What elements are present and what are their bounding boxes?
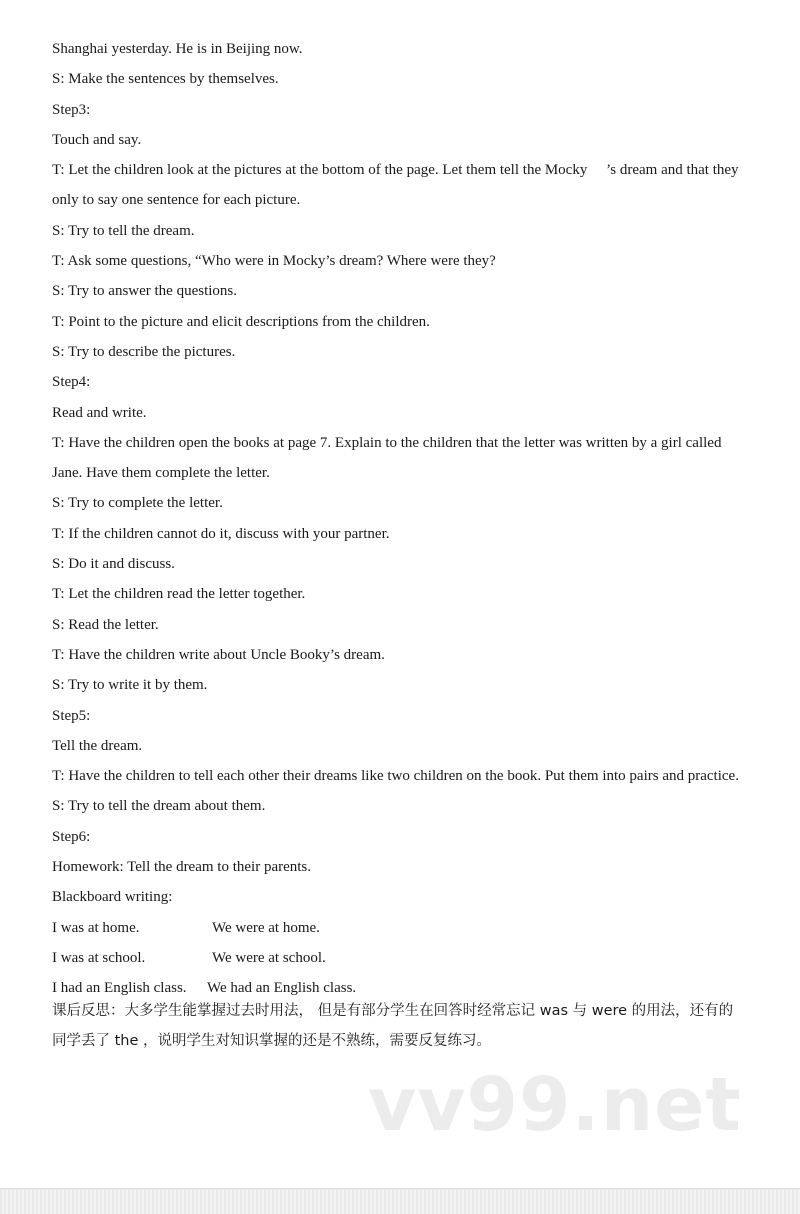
- blackboard-heading: Blackboard writing:: [52, 889, 173, 906]
- text-line: Tell the dream.: [52, 737, 143, 754]
- step-heading: Step4:: [52, 374, 91, 391]
- text-line: Read and write.: [52, 404, 147, 421]
- blackboard-plural: We had an English class.: [207, 980, 357, 997]
- text-line: S: Try to tell the dream.: [52, 222, 195, 239]
- reflection-line: 同学丢了 the ，说明学生对知识掌握的还是不熟练，需要反复练习。: [52, 1032, 492, 1049]
- reflection-line: 课后反思：大多学生能掌握过去时用法， 但是有部分学生在回答时经常忘记 was 与 were 的用法，还有的: [52, 1002, 734, 1019]
- text-line: T: Have the children open the books at page 7. Explain to the children that the letter was written by a girl called: [52, 434, 722, 451]
- text-line: T: If the children cannot do it, discuss with your partner.: [52, 525, 390, 542]
- text-line: S: Read the letter.: [52, 616, 159, 633]
- blackboard-row: [52, 977, 772, 1007]
- text-line: Homework: Tell the dream to their parents.: [52, 859, 312, 876]
- text-line: T: Point to the picture and elicit descriptions from the children.: [52, 313, 430, 330]
- watermark-logo: vv99.net: [368, 1062, 742, 1148]
- blackboard-plural: We were at school.: [212, 949, 326, 966]
- text-line: T: Have the children write about Uncle Booky’s dream.: [52, 646, 385, 663]
- text-line: T: Ask some questions, “Who were in Mocky’s dream? Where were they?: [52, 253, 496, 270]
- text-line: T: Have the children to tell each other their dreams like two children on the book. Put them into pairs and practice.: [52, 768, 739, 785]
- text-line: S: Make the sentences by themselves.: [52, 71, 279, 88]
- text-line: T: Let the children read the letter together.: [52, 586, 306, 603]
- text-line: Jane. Have them complete the letter.: [52, 465, 270, 482]
- blackboard-row: [52, 917, 772, 947]
- text-line: S: Try to describe the pictures.: [52, 343, 236, 360]
- blackboard-plural: We were at home.: [212, 919, 320, 936]
- blackboard-singular: I was at school.: [52, 949, 146, 966]
- step-heading: Step6:: [52, 828, 91, 845]
- text-line: S: Try to write it by them.: [52, 677, 208, 694]
- document-body: [52, 38, 772, 1060]
- text-line: S: Try to answer the questions.: [52, 283, 238, 300]
- step-heading: Step3:: [52, 101, 91, 118]
- blackboard-singular: I had an English class.: [52, 980, 187, 997]
- page-footer-bar: [0, 1188, 800, 1214]
- text-line: T: Let the children look at the pictures at the bottom of the page. Let them tell the Mocky ’s dream and that they: [52, 162, 739, 179]
- text-line: S: Try to tell the dream about them.: [52, 798, 266, 815]
- text-line: Shanghai yesterday. He is in Beijing now.: [52, 41, 303, 57]
- text-line: S: Do it and discuss.: [52, 556, 175, 573]
- blackboard-row: [52, 947, 772, 977]
- text-line: Touch and say.: [52, 131, 142, 148]
- text-line: only to say one sentence for each picture.: [52, 192, 301, 209]
- blackboard-singular: I was at home.: [52, 919, 140, 936]
- step-heading: Step5:: [52, 707, 91, 724]
- text-line: S: Try to complete the letter.: [52, 495, 223, 512]
